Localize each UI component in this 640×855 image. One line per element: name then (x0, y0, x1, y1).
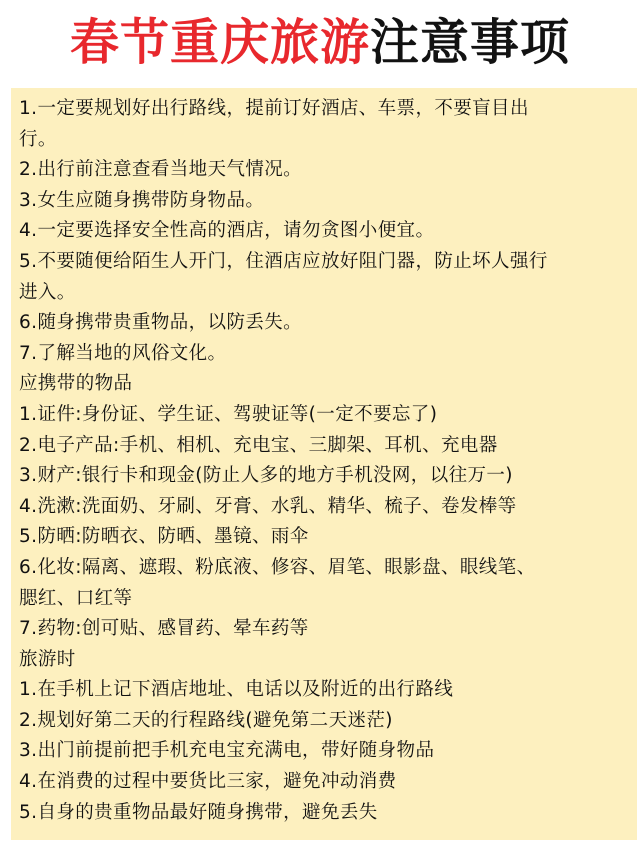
text-line: 4.在消费的过程中要货比三家，避免冲动消费 (19, 771, 397, 793)
section-heading: 旅游时 (19, 648, 76, 670)
title-red-part: 春节重庆旅游 (69, 14, 370, 71)
section-heading: 应携带的物品 (19, 373, 133, 395)
page-title (0, 8, 640, 78)
text-line: 1.一定要规划好出行路线，提前订好酒店、车票，不要盲目出 (19, 98, 529, 119)
text-line: 3.出门前提前把手机充电宝充满电，带好随身物品 (19, 740, 435, 762)
text-line: 2.出行前注意查看当地天气情况。 (19, 159, 303, 181)
text-line: 4.一定要选择安全性高的酒店，请勿贪图小便宜。 (19, 220, 435, 242)
text-line: 6.化妆:隔离、遮瑕、粉底液、修容、眉笔、眼影盘、眼线笔、 (19, 556, 536, 578)
title-black-part: 注意事项 (370, 14, 571, 71)
text-line: 4.洗漱:洗面奶、牙刷、牙膏、水乳、精华、梳子、卷发棒等 (19, 495, 517, 517)
text-line: 7.了解当地的风俗文化。 (19, 342, 227, 364)
notes-panel (11, 88, 637, 840)
text-line: 2.规划好第二天的行程路线(避免第二天迷茫) (19, 709, 393, 731)
text-line: 1.在手机上记下酒店地址、电话以及附近的出行路线 (19, 679, 454, 701)
text-line: 5.不要随便给陌生人开门，住酒店应放好阻门器，防止坏人强行 (19, 250, 548, 272)
text-line: 6.随身携带贵重物品，以防丢失。 (19, 312, 303, 334)
text-line: 5.防晒:防晒衣、防晒、墨镜、雨伞 (19, 526, 309, 548)
text-line: 1.证件:身份证、学生证、驾驶证等(一定不要忘了) (19, 403, 438, 425)
text-line: 进入。 (19, 281, 76, 303)
text-line: 5.自身的贵重物品最好随身携带，避免丢失 (19, 801, 378, 823)
text-line: 行。 (19, 128, 57, 150)
text-line: 腮红、口红等 (19, 587, 133, 609)
text-line: 3.财产:银行卡和现金(防止人多的地方手机没网，以往万一) (19, 465, 513, 487)
text-line: 3.女生应随身携带防身物品。 (19, 189, 265, 211)
text-line: 2.电子产品:手机、相机、充电宝、三脚架、耳机、充电器 (19, 434, 498, 456)
text-line: 7.药物:创可贴、感冒药、晕车药等 (19, 618, 309, 640)
